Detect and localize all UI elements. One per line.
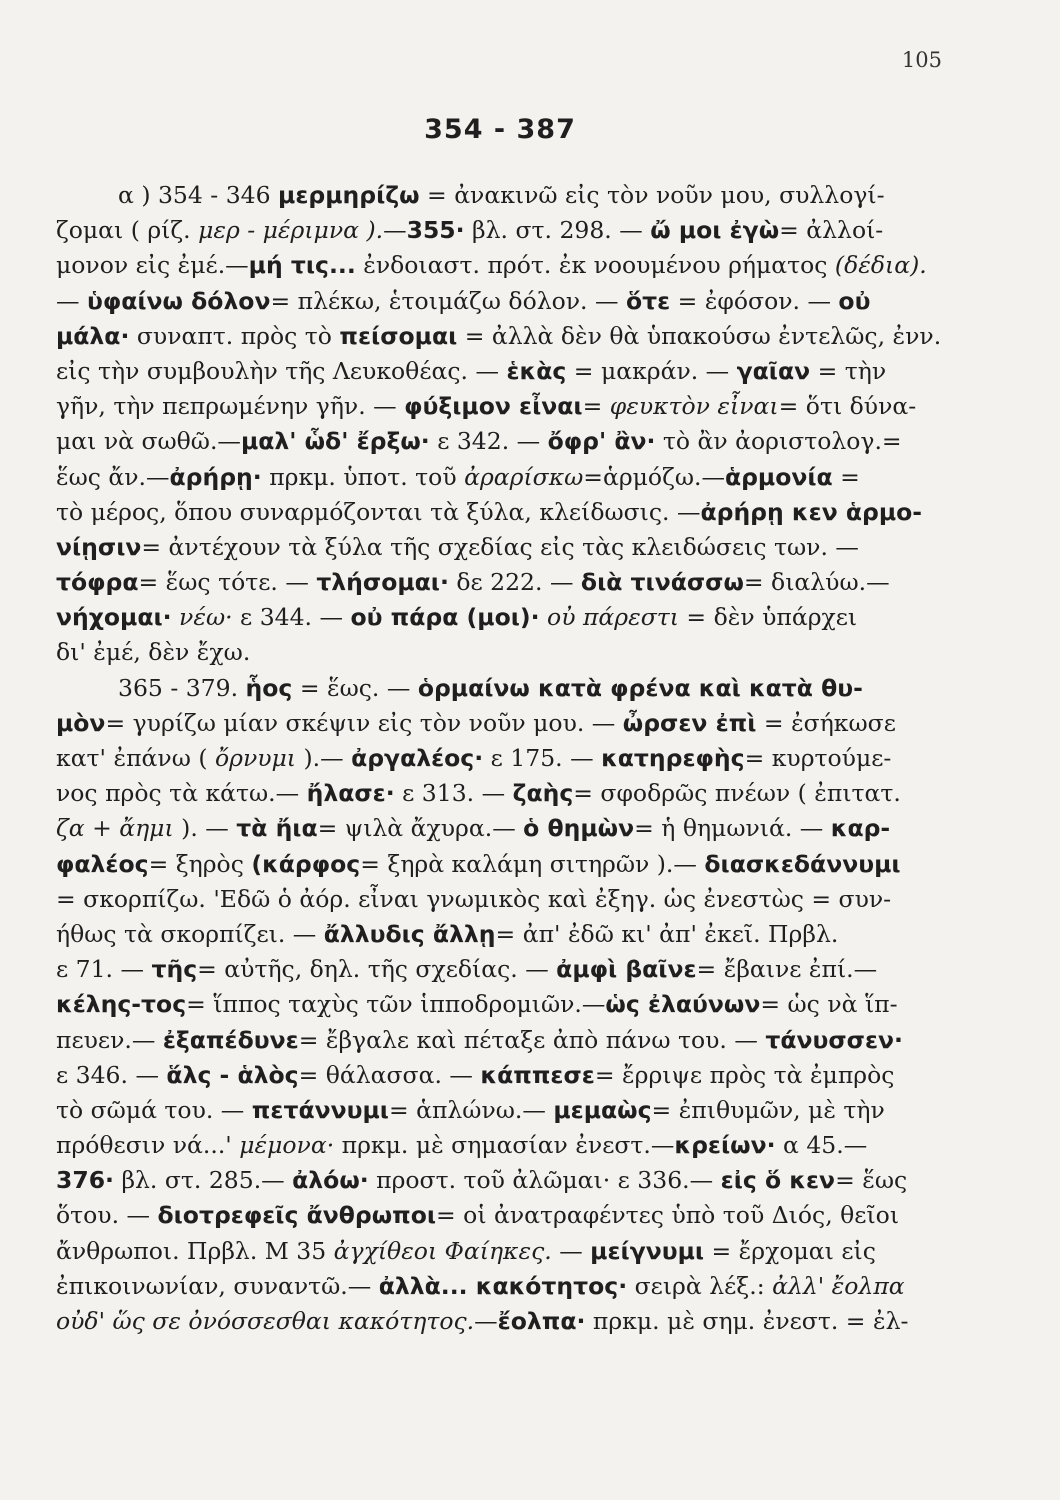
text-line [56, 284, 956, 319]
italic-term: νέω· [179, 603, 233, 632]
text-segment: = ἀλλοί- [779, 216, 884, 245]
headword: φύξιμον εἶναι [404, 392, 583, 421]
headword: τάνυσσεν· [765, 1025, 903, 1054]
italic-term: μέμονα· [239, 1131, 335, 1160]
text-segment: βλ. στ. 298. — [464, 216, 651, 245]
headword: νήχομαι· [56, 603, 172, 632]
text-segment: = θάλασσα. — [298, 1060, 481, 1089]
text-segment: = ἐφόσον. — [670, 286, 839, 315]
italic-term: ἀραρίσκω [464, 462, 584, 491]
text-segment: πρκμ. μὲ σημ. ἐνεστ. = ἐλ- [585, 1307, 909, 1335]
text-segment: ε 346. — [56, 1060, 167, 1089]
headword: γαῖαν [736, 356, 811, 385]
headword: ὅτε [625, 286, 671, 315]
text-segment: ε 342. — [429, 427, 548, 456]
text-line [56, 741, 956, 776]
text-line [56, 635, 956, 670]
italic-term: οὐδ' ὥς σε ὀνόσσεσθαι κακότητος. [56, 1307, 475, 1335]
headword: μή τις... [248, 251, 356, 280]
italic-term: ὄρνυμι [214, 744, 297, 772]
text-segment: = ἡ θημωνιά. — [634, 814, 831, 843]
headword: μὸν [56, 708, 106, 737]
text-line [56, 1304, 956, 1339]
section-title: 354 - 387 [424, 114, 576, 145]
headword: ἀρήρῃ κεν ἁρμο- [700, 497, 923, 526]
headword: κάππεσε [480, 1060, 595, 1089]
text-segment: = ἔρριψε πρὸς τὰ ἐμπρὸς [594, 1060, 895, 1089]
text-line [56, 1093, 956, 1128]
text-segment: = ξηρὸς [148, 849, 252, 878]
text-segment: κατ' ἐπάνω ( [56, 744, 215, 772]
text-segment: πρόθεσιν νά...' [56, 1131, 240, 1160]
text-segment: = διαλύω.— [743, 568, 890, 597]
text-segment: τὸ σῶμά του. — [56, 1095, 252, 1124]
text-segment: — [474, 1307, 498, 1335]
text-segment: ἐπικοινωνίαν, συναντῶ.— [56, 1271, 379, 1300]
text-segment: = κυρτούμε- [744, 744, 892, 772]
headword: ἐξαπέδυνε [162, 1025, 299, 1054]
text-line [56, 248, 956, 283]
text-line [56, 1163, 956, 1198]
text-line [56, 389, 956, 424]
text-segment: = σφοδρῶς πνέων ( ἐπιτατ. [573, 779, 901, 808]
text-segment: = ἔβγαλε καὶ πέταξε ἀπὸ πάνω του. — [298, 1025, 766, 1054]
headword: κρείων· [674, 1131, 776, 1160]
headword: διοτρεφεῖς ἄνθρωποι [157, 1201, 437, 1230]
text-segment: βλ. στ. 285.— [113, 1166, 293, 1195]
text-segment: = ξηρὰ καλάμη σιτηρῶν ).— [360, 849, 705, 878]
headword: ἁρμονία [724, 462, 833, 491]
text-segment: = αὐτῆς, δηλ. τῆς σχεδίας. — [197, 955, 557, 984]
text-segment: σειρὰ λέξ.: [627, 1271, 773, 1300]
headword: ἄλλυδις ἄλλῃ [323, 919, 496, 948]
headword: διασκεδάννυμι [704, 849, 901, 878]
headword: κέλης-τος [56, 990, 187, 1019]
text-segment: ε 71. — [56, 955, 152, 984]
headword: οὐ [838, 286, 871, 315]
italic-term: ζα + ἄημι [56, 814, 174, 843]
commentary-text [56, 178, 956, 1339]
text-segment: ε 313. — [394, 779, 513, 808]
text-segment [172, 603, 179, 631]
text-segment: δε 222. — [448, 568, 581, 597]
headword: μαλ' ὧδ' ἔρξω· [240, 427, 430, 456]
text-segment: = ψιλὰ ἄχυρα.— [317, 814, 524, 843]
headword: ἤλασε· [306, 779, 395, 808]
text-segment: = ὡς νὰ ἵπ- [760, 990, 898, 1019]
text-segment: 365 - 379. [118, 673, 246, 702]
text-line [56, 1128, 956, 1163]
text-segment [540, 603, 547, 631]
text-segment: ἐνδοιαστ. πρότ. ἐκ νοουμένου ρήματος [355, 251, 835, 280]
headword: ἔολπα· [497, 1307, 586, 1335]
headword: διὰ τινάσσω [580, 568, 744, 597]
text-line [56, 495, 956, 530]
text-segment: μονον εἰς ἐμέ.— [56, 251, 249, 280]
headword: μερμηρίζω [278, 181, 420, 209]
text-line [56, 1058, 956, 1093]
text-segment: ε 175. — [483, 744, 602, 772]
text-line [56, 213, 956, 248]
text-segment: = ἵππος ταχὺς τῶν ἱπποδρομιῶν.— [186, 990, 606, 1019]
text-segment: — [56, 286, 87, 315]
headword: ζαὴς [512, 779, 574, 808]
text-segment: ήθως τὰ σκορπίζει. — [56, 919, 324, 948]
headword: μείγνυμι [590, 1236, 705, 1265]
headword: ἀλλὰ... κακότητος· [378, 1271, 628, 1300]
headword: εἰς ὅ κεν [720, 1166, 836, 1195]
text-segment: δι' ἐμέ, δὲν ἔχω. [56, 638, 251, 667]
text-segment: ἄνθρωποι. Πρβλ. Μ 35 [56, 1236, 334, 1265]
headword: πείσομαι [339, 321, 458, 350]
text-segment: νος πρὸς τὰ κάτω.— [56, 779, 307, 808]
text-line [56, 952, 956, 987]
text-segment: = τὴν [810, 356, 887, 385]
headword: φαλέος [56, 849, 149, 878]
text-line [56, 1198, 956, 1233]
text-segment: πρκμ. μὲ σημασίαν ἐνεστ.— [334, 1131, 675, 1160]
text-segment: ). — [173, 814, 237, 843]
headword: τόφρα [56, 568, 139, 597]
text-segment: = ἕως [835, 1166, 908, 1195]
text-line [56, 776, 956, 811]
text-segment: = μακράν. — [566, 356, 737, 385]
text-line [56, 424, 956, 459]
headword: ἀλόω· [292, 1166, 369, 1195]
headword: μάλα· [56, 321, 130, 350]
italic-term: μερ - μέριμνα ). [198, 216, 384, 245]
headword: ὤ μοι ἐγὼ [650, 216, 780, 245]
text-line [56, 354, 956, 389]
headword: 355· [406, 216, 465, 245]
text-segment: ).— [296, 744, 352, 772]
text-segment: = ἁπλώνω.— [388, 1095, 554, 1124]
text-segment: α ) 354 - 346 [118, 181, 279, 209]
headword: ὄφρ' ἂν· [547, 427, 656, 456]
text-segment: = ἔβαινε ἐπί.— [696, 955, 878, 984]
text-line [56, 565, 956, 600]
headword: ὑφαίνω δόλον [86, 286, 271, 315]
text-segment: εἰς τὴν συμβουλὴν τῆς Λευκοθέας. — [56, 356, 507, 385]
text-segment: γῆν, τὴν πεπρωμένην γῆν. — [56, 392, 405, 421]
text-segment: = ἀπ' ἐδῶ κι' ἀπ' ἐκεῖ. Πρβλ. [495, 919, 839, 948]
text-line [56, 987, 956, 1022]
text-segment: = ἕως τότε. — [138, 568, 317, 597]
text-line [56, 1269, 956, 1304]
headword: νίῃσιν [56, 532, 142, 561]
text-line [56, 882, 956, 917]
text-segment: = πλέκω, ἑτοιμάζω δόλον. — [270, 286, 626, 315]
text-segment: πευεν.— [56, 1025, 163, 1054]
headword: καρ- [830, 814, 891, 843]
text-segment: = ἕως. — [292, 673, 418, 702]
text-segment: = ἐπιθυμῶν, μὲ τὴν [651, 1095, 885, 1124]
text-segment: ὅτου. — [56, 1201, 158, 1230]
text-segment: τὸ μέρος, ὅπου συναρμόζονται τὰ ξύλα, κλείδωσις. — [56, 497, 701, 526]
text-segment: = ὅτι δύνα- [778, 392, 917, 421]
text-line [56, 600, 956, 635]
text-segment: συναπτ. πρὸς τὸ [129, 321, 340, 350]
headword: ὁρμαίνω κατὰ φρένα καὶ κατὰ θυ- [417, 673, 863, 702]
headword: τῆς [151, 955, 198, 984]
headword: ἑκὰς [506, 356, 567, 385]
headword: ἧος [245, 673, 293, 702]
text-line [56, 178, 956, 213]
text-line [56, 460, 956, 495]
text-line [56, 917, 956, 952]
text-line [56, 530, 956, 565]
text-segment: = οἱ ἀνατραφέντες ὑπὸ τοῦ Διός, θεῖοι [436, 1201, 900, 1230]
page-number: 105 [901, 48, 942, 72]
text-segment: α 45.— [775, 1131, 868, 1160]
text-segment: = ἔρχομαι εἰς [704, 1236, 876, 1265]
text-line [56, 847, 956, 882]
text-line [56, 811, 956, 846]
text-line [56, 1023, 956, 1058]
headword: ὁ θημὼν [523, 814, 635, 843]
headword: πετάννυμι [251, 1095, 389, 1124]
text-segment: = [832, 462, 860, 491]
headword: ἅλς - ἁλὸς [166, 1060, 299, 1089]
text-segment: = δὲν ὑπάρχει [678, 603, 858, 632]
text-segment: — [551, 1236, 591, 1265]
text-segment: — [383, 216, 407, 245]
italic-term: ἀλλ' ἔολπα [772, 1271, 905, 1300]
text-segment: = ἀλλὰ δὲν θὰ ὑπακούσω ἐντελῶς, ἐνν. [457, 321, 942, 350]
text-segment: ζομαι ( ρίζ. [56, 216, 199, 245]
headword: ὦρσεν ἐπὶ [622, 708, 757, 737]
headword: κατηρεφὴς [601, 744, 745, 772]
text-segment: =ἁρμόζω.— [583, 462, 725, 491]
text-line [56, 319, 956, 354]
italic-term: (δέδια). [834, 251, 927, 280]
headword: ἀμφὶ βαῖνε [556, 955, 697, 984]
italic-term: φευκτὸν εἶναι [609, 392, 779, 421]
headword: τλήσομαι· [316, 568, 449, 597]
headword: οὐ πάρα (μοι)· [350, 603, 540, 632]
italic-term: ἀγχίθεοι Φαίηκες. [333, 1236, 552, 1265]
text-segment: = σκορπίζω. 'Εδῶ ὁ ἀόρ. εἶναι γνωμικὸς καὶ ἐξηγ. ὡς ἐνεστὼς = συν- [56, 884, 892, 913]
text-line [56, 671, 956, 706]
text-line [56, 1234, 956, 1269]
text-segment: πρκμ. ὑποτ. τοῦ [261, 462, 465, 491]
headword: 376· [56, 1166, 114, 1195]
headword: (κάρφος [251, 849, 361, 878]
headword: τὰ ἤια [236, 814, 318, 843]
text-segment: ἕως ἄν.— [56, 462, 170, 491]
italic-term: οὐ πάρεστι [547, 603, 679, 632]
text-segment: = [582, 392, 610, 421]
text-segment: ε 344. — [232, 603, 351, 632]
text-segment: τὸ ἂν ἀοριστολογ.= [655, 427, 902, 456]
headword: μεμαὼς [553, 1095, 652, 1124]
text-segment: προστ. τοῦ ἀλῶμαι· ε 336.— [368, 1166, 721, 1195]
headword: ἀργαλέος· [351, 744, 484, 772]
text-segment: μαι νὰ σωθῶ.— [56, 427, 241, 456]
headword: ὡς ἐλαύνων [605, 990, 761, 1019]
text-segment: = ἀντέχουν τὰ ξύλα τῆς σχεδίας εἰς τὰς κλειδώσεις των. — [141, 532, 859, 561]
headword: ἀρήρῃ· [169, 462, 262, 491]
text-segment: = ἀνακινῶ εἰς τὸν νοῦν μου, συλλογί- [419, 181, 885, 209]
text-segment: = γυρίζω μίαν σκέψιν εἰς τὸν νοῦν μου. — [105, 708, 623, 737]
text-line [56, 706, 956, 741]
text-segment: = ἐσήκωσε [756, 708, 896, 737]
